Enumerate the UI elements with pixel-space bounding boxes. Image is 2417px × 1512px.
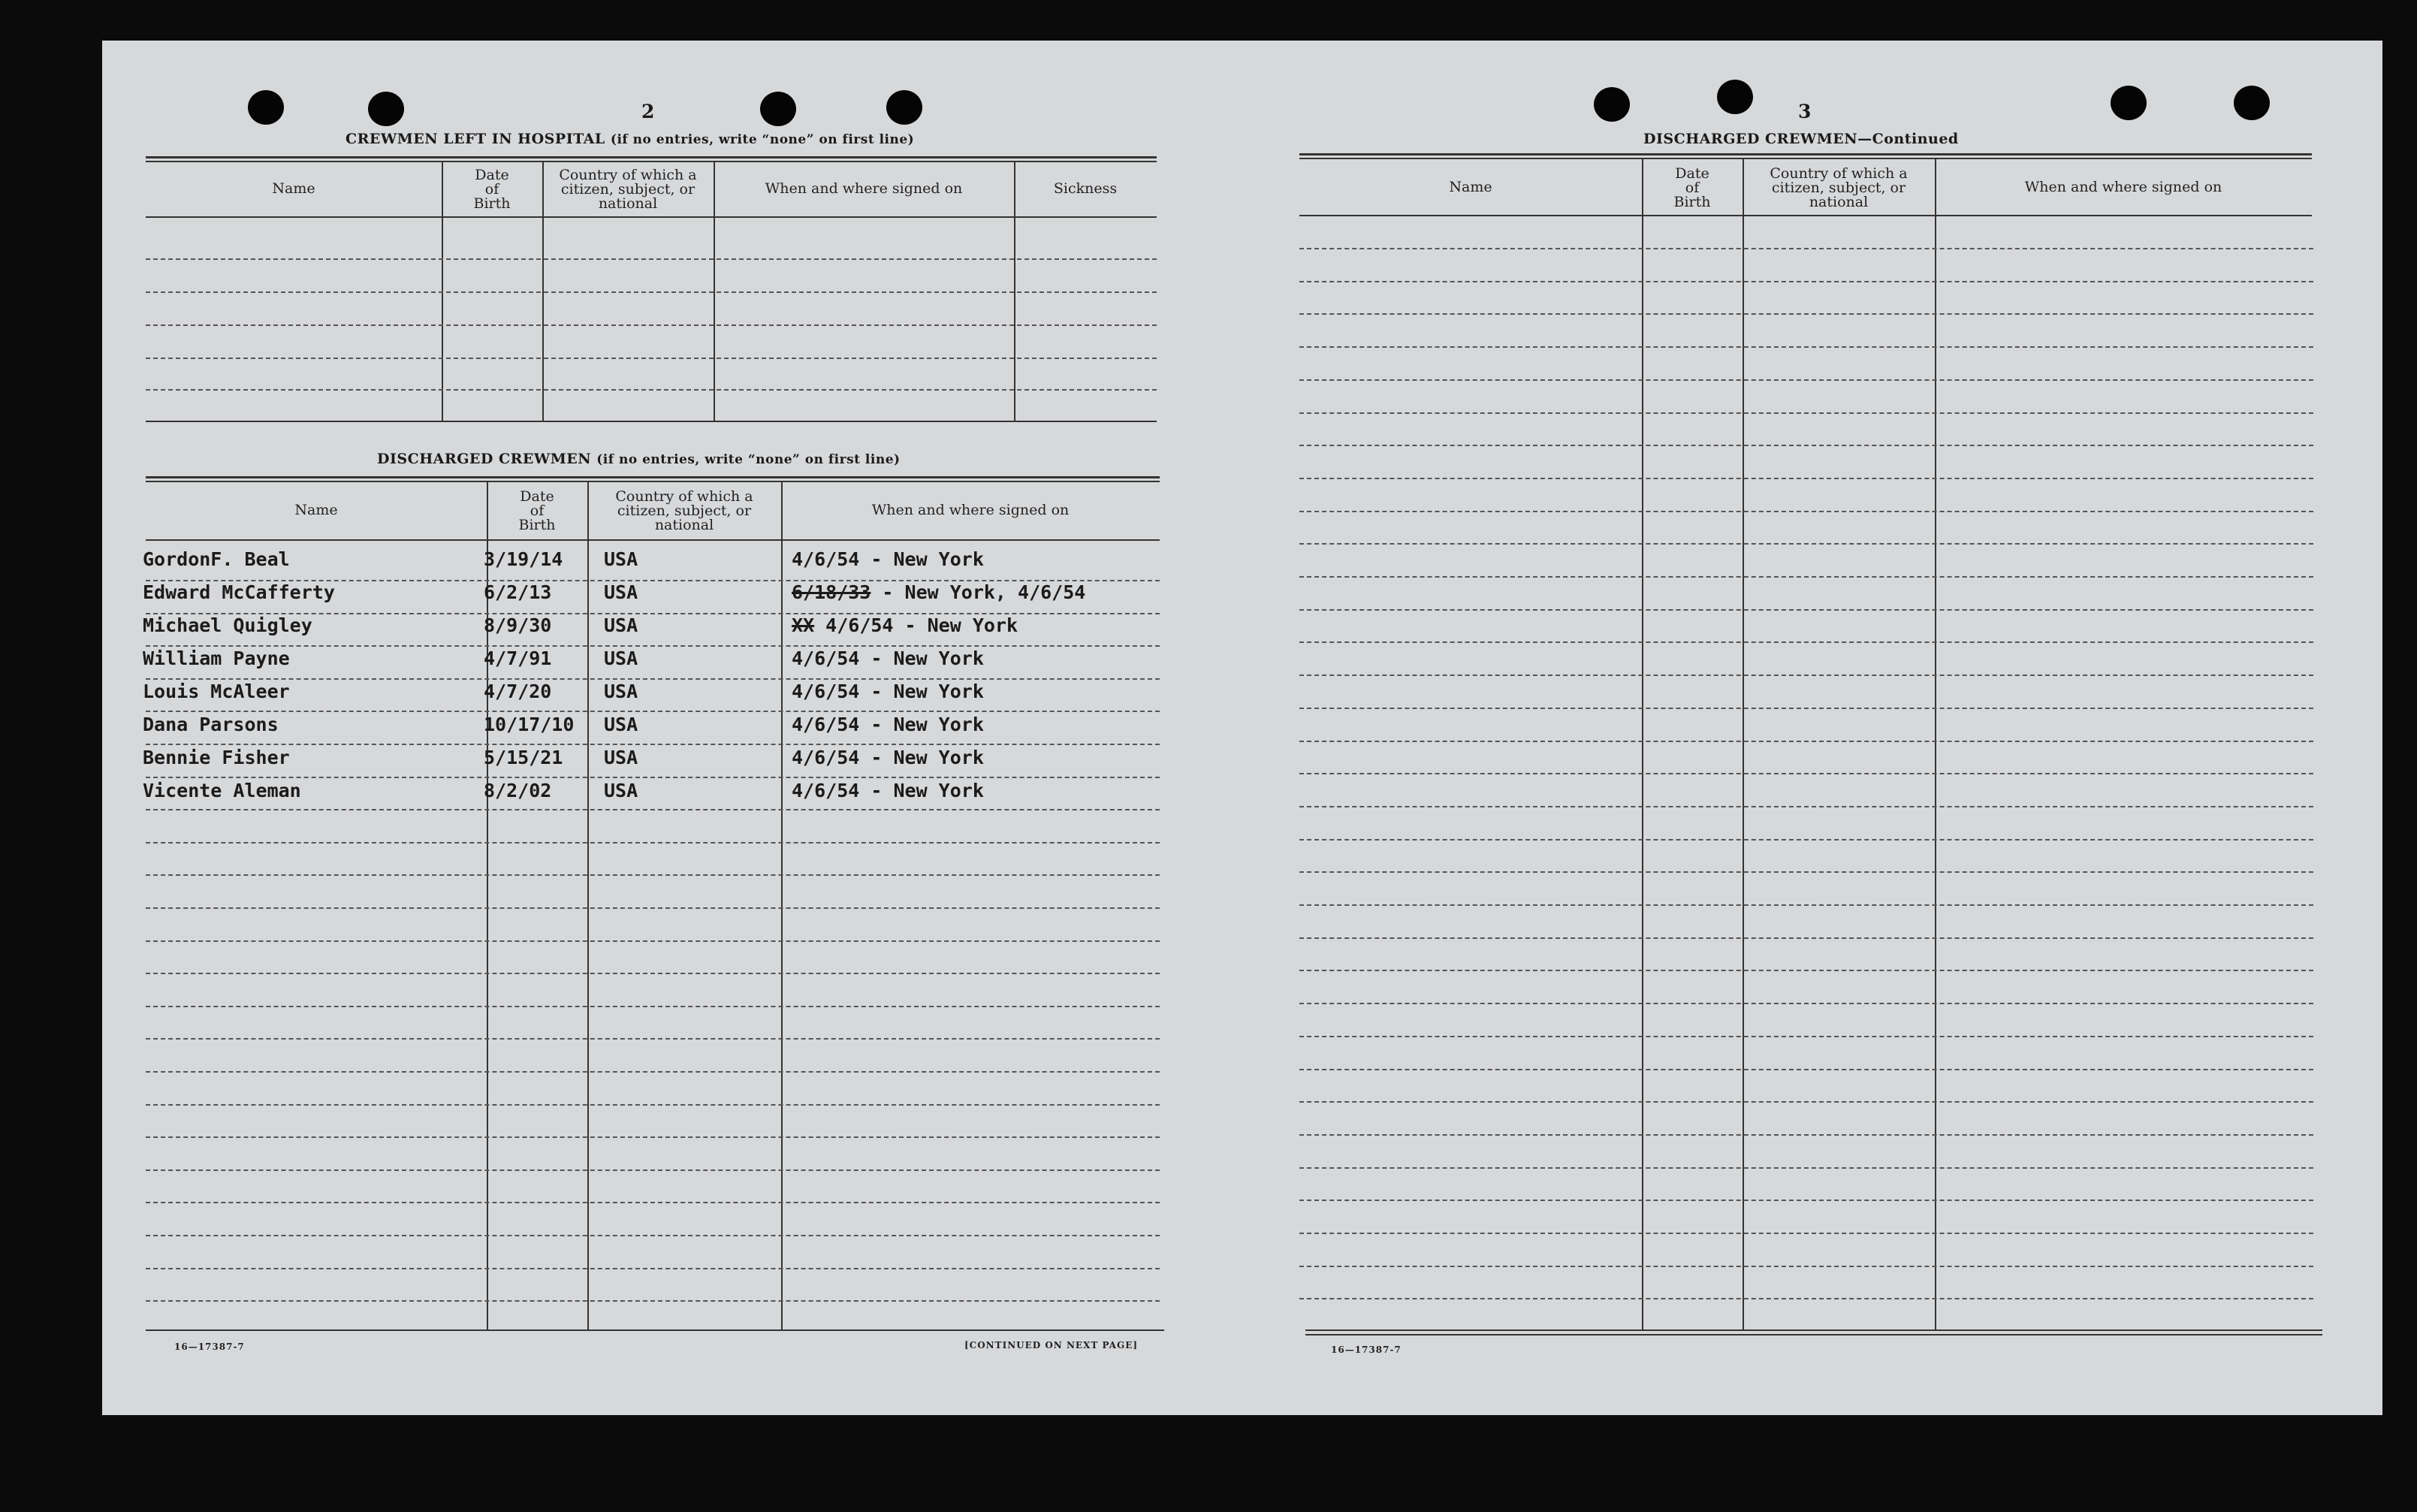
signed-text: - New York, 4/6/54	[871, 581, 1086, 603]
table-row	[102, 780, 1199, 811]
entry-line	[146, 291, 1157, 293]
hospital-section-title	[346, 131, 914, 147]
entry-line	[1299, 478, 2313, 479]
entry-line	[146, 1006, 1160, 1007]
entry-line	[1299, 248, 2313, 249]
entry-line	[146, 1300, 1160, 1302]
col-header-name: Name	[294, 502, 338, 518]
col-header-signed: When and where signed on	[2024, 179, 2222, 195]
entry-line	[1299, 839, 2313, 841]
crew-dob: 8/9/30	[484, 614, 552, 636]
entry-line	[1299, 1069, 2313, 1070]
crew-dob: 10/17/10	[484, 714, 575, 735]
signed-text: 4/6/54 - New York	[792, 681, 984, 702]
signed-text: 4/6/54 - New York	[792, 714, 984, 735]
crew-signed-on	[792, 614, 1018, 636]
crew-country: USA	[604, 747, 638, 768]
col-header-signed: When and where signed on	[871, 502, 1070, 518]
page-number: 3	[1798, 101, 1812, 122]
entry-line	[146, 940, 1160, 942]
entry-line	[146, 874, 1160, 876]
crew-country: USA	[604, 548, 638, 570]
crew-name: Edward McCafferty	[143, 581, 335, 603]
table-row	[102, 581, 1199, 613]
col-header-name: Name	[272, 180, 315, 197]
col-header-name: Name	[1449, 179, 1492, 195]
column-divider	[714, 161, 715, 421]
col-header-country: Country of which a citizen, subject, or national	[559, 167, 697, 212]
entry-line	[1299, 1266, 2313, 1267]
entry-line	[146, 324, 1157, 326]
entry-line	[1299, 281, 2313, 282]
discharged-note: (if no entries, write “none” on first line)	[596, 452, 901, 467]
table-rule	[146, 161, 1157, 162]
punch-hole	[1717, 80, 1753, 114]
table-row	[102, 681, 1199, 712]
form-number: 16—17387-7	[174, 1341, 245, 1352]
header-rule	[1299, 215, 2312, 216]
entry-line	[1299, 511, 2313, 512]
header-rule	[146, 216, 1157, 218]
entry-line	[146, 258, 1157, 260]
table-row	[102, 714, 1199, 745]
entry-line	[1299, 313, 2313, 315]
discharged-section-title	[377, 451, 901, 467]
document-sheet	[102, 41, 2382, 1415]
punch-hole	[886, 90, 922, 125]
crew-country: USA	[604, 681, 638, 702]
table-rule	[146, 421, 1157, 422]
entry-line	[1299, 609, 2313, 611]
signed-text: 4/6/54 - New York	[792, 548, 984, 570]
col-header-dob: Date of Birth	[1673, 165, 1711, 210]
column-divider	[1642, 158, 1643, 1329]
punch-hole	[368, 92, 404, 126]
entry-line	[146, 907, 1160, 909]
entry-line	[1299, 1298, 2313, 1299]
table-rule	[146, 481, 1160, 482]
col-header-country: Country of which a citizen, subject, or national	[615, 488, 753, 533]
entry-line	[1299, 806, 2313, 807]
entry-line	[1299, 1167, 2313, 1169]
column-divider	[1743, 158, 1744, 1329]
entry-line	[146, 1136, 1160, 1138]
entry-line	[146, 358, 1157, 359]
signed-text: 4/6/54 - New York	[792, 780, 984, 801]
entry-line	[1299, 773, 2313, 774]
entry-line	[146, 389, 1157, 391]
table-rule	[1305, 1329, 2322, 1331]
col-header-dob: Date of Birth	[473, 167, 511, 212]
entry-line	[1299, 1036, 2313, 1037]
crew-country: USA	[604, 614, 638, 636]
signed-text: 4/6/54 - New York	[814, 614, 1018, 636]
crew-name: Dana Parsons	[143, 714, 279, 735]
col-header-country: Country of which a citizen, subject, or national	[1770, 165, 1908, 210]
entry-line	[1299, 1200, 2313, 1201]
entry-line	[1299, 1233, 2313, 1234]
table-rule	[146, 156, 1157, 158]
entry-line	[1299, 445, 2313, 446]
column-divider	[1014, 161, 1015, 421]
entry-line	[1299, 641, 2313, 643]
crew-name: GordonF. Beal	[143, 548, 290, 570]
entry-line	[1299, 412, 2313, 414]
crew-country: USA	[604, 780, 638, 801]
crew-dob: 4/7/20	[484, 681, 552, 702]
col-header-sickness: Sickness	[1053, 180, 1118, 197]
crew-signed-on	[792, 714, 984, 735]
entry-line	[146, 1202, 1160, 1203]
crew-name: William Payne	[143, 647, 290, 669]
entry-line	[146, 1071, 1160, 1073]
entry-line	[146, 1235, 1160, 1236]
crew-signed-on	[792, 548, 984, 570]
entry-line	[1299, 576, 2313, 578]
table-rule	[1299, 158, 2312, 159]
table-rule	[146, 476, 1160, 478]
crew-country: USA	[604, 581, 638, 603]
hospital-note: (if no entries, write “none” on first line)	[610, 132, 915, 147]
entry-line	[146, 973, 1160, 974]
entry-line	[1299, 379, 2313, 381]
signed-text: 4/6/54 - New York	[792, 647, 984, 669]
continued-note: [CONTINUED ON NEXT PAGE]	[964, 1340, 1139, 1351]
crew-signed-on	[792, 747, 984, 768]
crew-signed-on	[792, 780, 984, 801]
entry-line	[146, 1169, 1160, 1171]
entry-line	[1299, 871, 2313, 873]
entry-line	[1299, 346, 2313, 348]
crew-signed-on	[792, 647, 984, 669]
table-rule	[1299, 153, 2312, 155]
punch-hole	[248, 90, 284, 125]
table-rule	[146, 1329, 1164, 1331]
form-number: 16—17387-7	[1331, 1345, 1402, 1355]
col-header-signed: When and where signed on	[765, 180, 963, 197]
entry-line	[146, 1038, 1160, 1040]
crew-dob: 4/7/91	[484, 647, 552, 669]
table-row	[102, 647, 1199, 679]
discharged-title-text: DISCHARGED CREWMEN	[377, 451, 592, 467]
crew-signed-on	[792, 681, 984, 702]
punch-hole	[760, 92, 796, 126]
entry-line	[1299, 675, 2313, 676]
entry-line	[1299, 1134, 2313, 1136]
entry-line	[1299, 904, 2313, 906]
entry-line	[1299, 1003, 2313, 1004]
struck-text: XX	[792, 614, 815, 636]
entry-line	[1299, 741, 2313, 742]
crew-dob: 8/2/02	[484, 780, 552, 801]
crew-country: USA	[604, 714, 638, 735]
entry-line	[1299, 708, 2313, 709]
punch-hole	[2234, 86, 2270, 120]
entry-line	[1299, 937, 2313, 939]
punch-hole	[2111, 86, 2147, 120]
entry-line	[1299, 543, 2313, 545]
entry-line	[146, 842, 1160, 844]
entry-line	[1299, 1101, 2313, 1103]
struck-text: 6/18/33	[792, 581, 871, 603]
column-divider	[1935, 158, 1936, 1329]
continued-section-title: DISCHARGED CREWMEN—Continued	[1643, 131, 1959, 147]
entry-line	[146, 1104, 1160, 1106]
table-row	[102, 747, 1199, 778]
page-number: 2	[641, 101, 655, 122]
crew-dob: 3/19/14	[484, 548, 563, 570]
hospital-title-text: CREWMEN LEFT IN HOSPITAL	[346, 131, 605, 147]
signed-text: 4/6/54 - New York	[792, 747, 984, 768]
col-header-dob: Date of Birth	[518, 488, 556, 533]
crew-name: Michael Quigley	[143, 614, 312, 636]
crew-name: Vicente Aleman	[143, 780, 301, 801]
crew-signed-on	[792, 581, 1085, 603]
crew-dob: 6/2/13	[484, 581, 552, 603]
table-rule	[1305, 1334, 2322, 1335]
punch-hole	[1594, 87, 1630, 122]
table-row	[102, 548, 1199, 580]
header-rule	[146, 539, 1160, 541]
crew-name: Bennie Fisher	[143, 747, 290, 768]
entry-line	[1299, 970, 2313, 971]
crew-dob: 5/15/21	[484, 747, 563, 768]
crew-country: USA	[604, 647, 638, 669]
entry-line	[146, 1268, 1160, 1269]
crew-name: Louis McAleer	[143, 681, 290, 702]
table-row	[102, 614, 1199, 646]
